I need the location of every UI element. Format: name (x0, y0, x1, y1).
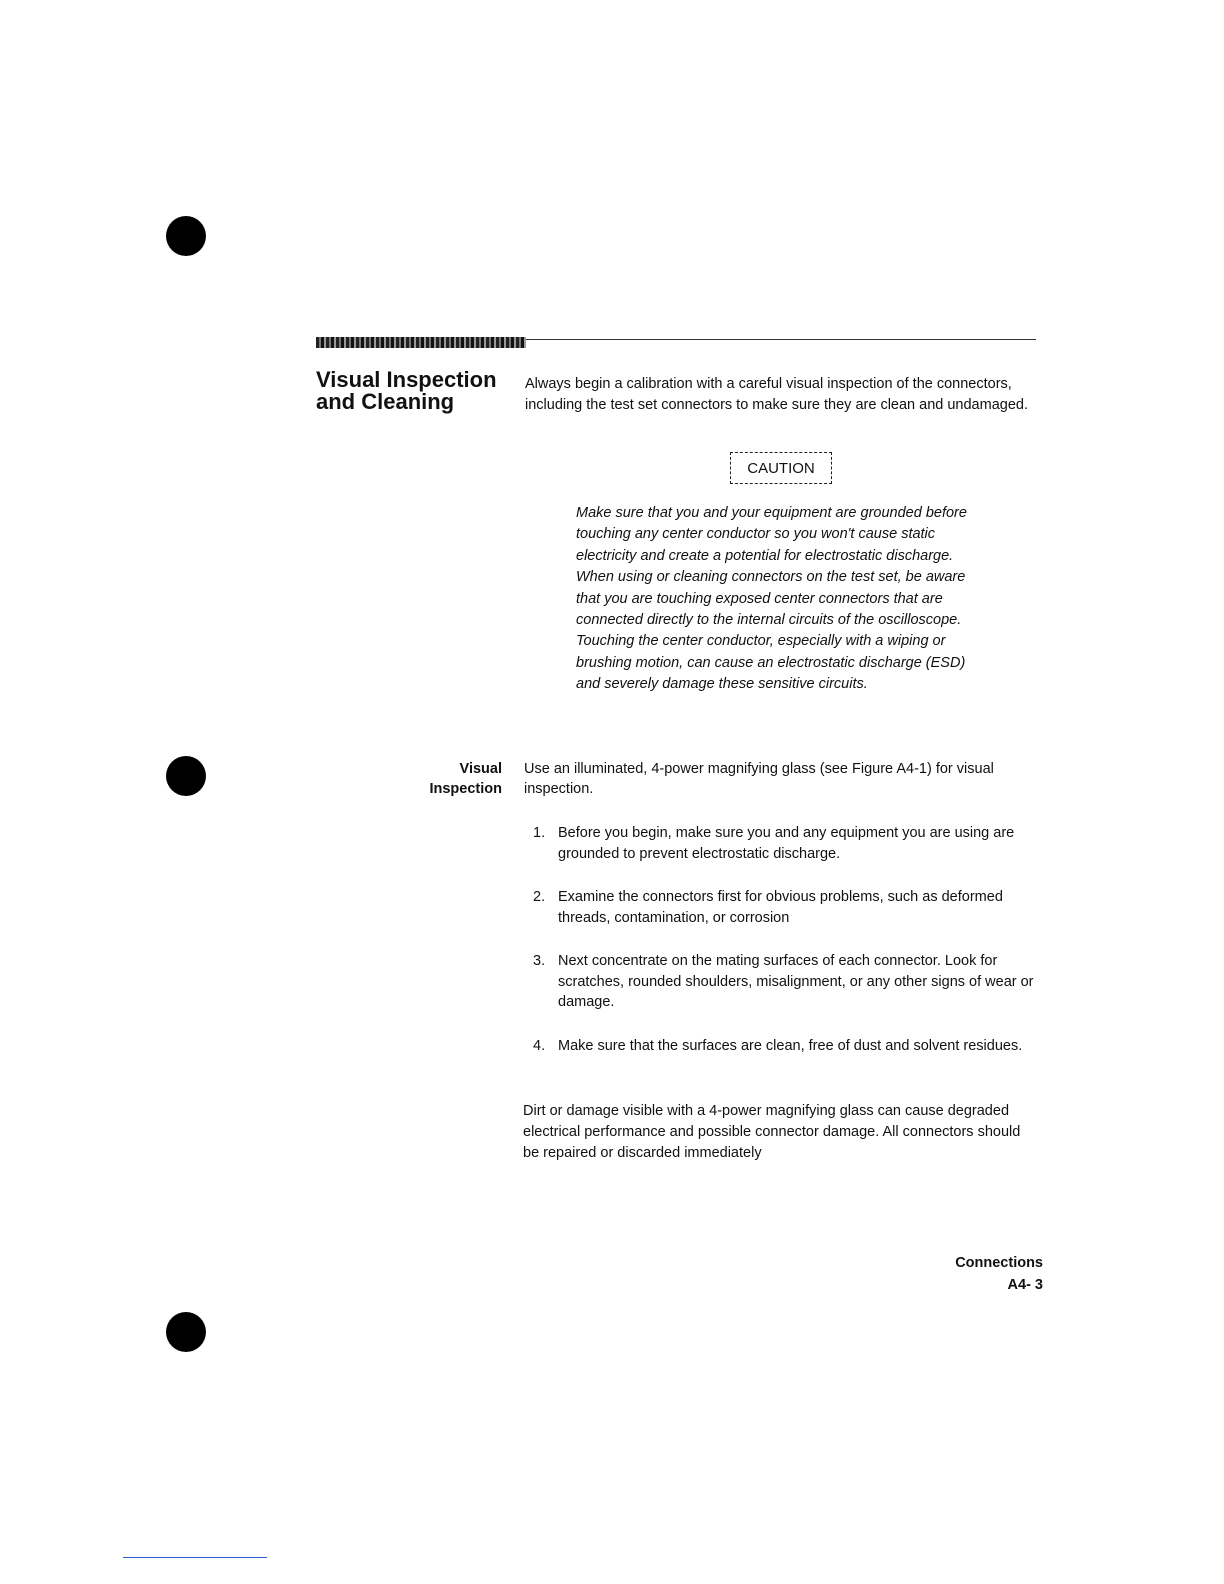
visual-inspection-heading-line2: Inspection (429, 781, 502, 797)
visual-inspection-intro: Use an illuminated, 4-power magnifying glass (see Figure A4-1) for visual inspection. (524, 761, 994, 797)
step-number: 2. (533, 889, 546, 905)
list-item (533, 951, 1048, 1013)
step-text: Before you begin, make sure you and any equipment you are using are grounded to prevent electrostatic discharge. (558, 825, 1015, 862)
step-text: Make sure that the surfaces are clean, free of dust and solvent residues. (558, 1037, 1023, 1054)
header-rule-line (526, 339, 1036, 340)
section-title-line2: and Cleaning (316, 389, 455, 414)
binder-hole-bottom (166, 1312, 206, 1352)
page-footer (955, 1252, 1043, 1296)
caution-text: Make sure that you and your equipment are grounded before touching any center conductor so you won't cause static electricity and create a potential for electrostatic discharge. When using or cleaning connectors on the test set, be aware that you are touching exposed center connectors that are connected directly to the internal circuits of the oscilloscope. Touching the center conductor, especially with a wiping or brushing motion, can cause an electrostatic discharge (ESD) and severely damage these sensitive circuits. (576, 505, 967, 693)
footer-page-number: A4- 3 (1007, 1277, 1043, 1293)
visual-inspection-heading (400, 759, 502, 799)
list-item (533, 887, 1048, 928)
footer-chapter: Connections (955, 1255, 1043, 1271)
section-title-line1: Visual Inspection (316, 367, 497, 392)
list-item (533, 823, 1048, 864)
step-text: Next concentrate on the mating surfaces of each connector. Look for scratches, rounded shoulders, misalignment, or any other signs of wear or damage. (558, 953, 1034, 1010)
binder-hole-middle (166, 756, 206, 796)
bottom-edge-line (123, 1557, 267, 1558)
step-number: 4. (533, 1037, 546, 1054)
caution-label: CAUTION (730, 452, 832, 484)
closing-paragraph: Dirt or damage visible with a 4-power magnifying glass can cause degraded electrical performance and possible connector damage. All connectors should be repaired or discarded immediately (523, 1103, 1021, 1161)
step-number: 1. (533, 825, 546, 841)
inspection-steps (533, 823, 1048, 1056)
step-text: Examine the connectors first for obvious problems, such as deformed threads, contamination, or corrosion (558, 889, 1003, 926)
visual-inspection-heading-line1: Visual (459, 761, 502, 777)
section-intro: Always begin a calibration with a careful visual inspection of the connectors, including the test set connectors to make sure they are clean and undamaged. (525, 376, 1028, 413)
step-number: 3. (533, 953, 546, 969)
binder-hole-top (166, 216, 206, 256)
section-title (316, 369, 497, 413)
header-rule-bar (316, 337, 526, 348)
list-item (533, 1036, 1048, 1057)
